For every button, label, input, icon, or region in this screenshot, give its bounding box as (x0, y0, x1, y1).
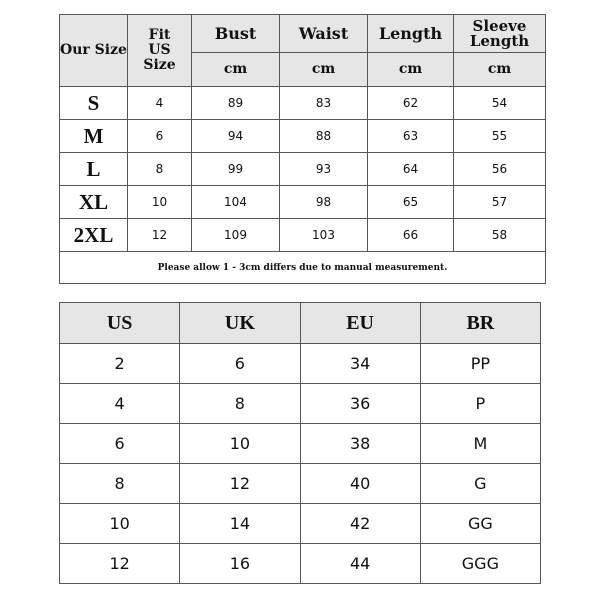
header-bust: Bust (192, 15, 280, 53)
cell-length: 65 (368, 186, 454, 219)
cell-size: L (60, 153, 128, 186)
cell-us: 6 (128, 120, 192, 153)
cell-size: XL (60, 186, 128, 219)
unit-label: cm (192, 53, 280, 87)
header-length: Length (368, 15, 454, 53)
table-row (60, 544, 541, 584)
cell-uk: 8 (180, 384, 300, 424)
cell-bust: 99 (192, 153, 280, 186)
cell-us: 4 (128, 87, 192, 120)
header-uk: UK (180, 303, 300, 344)
cell-us: 12 (60, 544, 180, 584)
table-row (60, 219, 546, 252)
cell-br: GGG (420, 544, 540, 584)
cell-waist: 103 (280, 219, 368, 252)
cell-waist: 83 (280, 87, 368, 120)
cell-bust: 94 (192, 120, 280, 153)
cell-eu: 42 (300, 504, 420, 544)
cell-bust: 89 (192, 87, 280, 120)
cell-eu: 36 (300, 384, 420, 424)
cell-size: S (60, 87, 128, 120)
cell-us: 10 (128, 186, 192, 219)
cell-br: GG (420, 504, 540, 544)
cell-uk: 10 (180, 424, 300, 464)
table-row (60, 186, 546, 219)
header-br: BR (420, 303, 540, 344)
cell-br: G (420, 464, 540, 504)
header-eu: EU (300, 303, 420, 344)
cell-sleeve: 57 (454, 186, 546, 219)
cell-bust: 109 (192, 219, 280, 252)
cell-eu: 34 (300, 344, 420, 384)
table-row (60, 153, 546, 186)
cell-us: 12 (128, 219, 192, 252)
cell-length: 64 (368, 153, 454, 186)
cell-us: 2 (60, 344, 180, 384)
table-row (60, 424, 541, 464)
cell-br: M (420, 424, 540, 464)
table-row (60, 87, 546, 120)
cell-waist: 93 (280, 153, 368, 186)
unit-label: cm (280, 53, 368, 87)
header-fit-us-size: Fit US Size (128, 15, 192, 87)
header-us: US (60, 303, 180, 344)
cell-waist: 98 (280, 186, 368, 219)
cell-sleeve: 56 (454, 153, 546, 186)
cell-us: 4 (60, 384, 180, 424)
cell-length: 62 (368, 87, 454, 120)
cell-eu: 44 (300, 544, 420, 584)
unit-label: cm (454, 53, 546, 87)
table-row (60, 464, 541, 504)
cell-length: 63 (368, 120, 454, 153)
cell-br: P (420, 384, 540, 424)
cell-bust: 104 (192, 186, 280, 219)
table-row (60, 344, 541, 384)
cell-sleeve: 58 (454, 219, 546, 252)
cell-length: 66 (368, 219, 454, 252)
cell-sleeve: 54 (454, 87, 546, 120)
size-conversion-table (59, 302, 541, 584)
size-chart-table (59, 14, 546, 284)
header-our-size: Our Size (60, 15, 128, 87)
cell-size: 2XL (60, 219, 128, 252)
cell-us: 8 (60, 464, 180, 504)
table-row (60, 384, 541, 424)
table-row (60, 504, 541, 544)
cell-br: PP (420, 344, 540, 384)
cell-eu: 38 (300, 424, 420, 464)
cell-us: 6 (60, 424, 180, 464)
cell-eu: 40 (300, 464, 420, 504)
cell-uk: 12 (180, 464, 300, 504)
cell-uk: 14 (180, 504, 300, 544)
header-sleeve-length: Sleeve Length (454, 15, 546, 53)
cell-sleeve: 55 (454, 120, 546, 153)
cell-us: 10 (60, 504, 180, 544)
header-waist: Waist (280, 15, 368, 53)
cell-waist: 88 (280, 120, 368, 153)
cell-uk: 6 (180, 344, 300, 384)
table-row (60, 120, 546, 153)
measurement-note: Please allow 1 - 3cm differs due to manual measurement. (60, 252, 546, 284)
cell-us: 8 (128, 153, 192, 186)
unit-label: cm (368, 53, 454, 87)
cell-size: M (60, 120, 128, 153)
cell-uk: 16 (180, 544, 300, 584)
